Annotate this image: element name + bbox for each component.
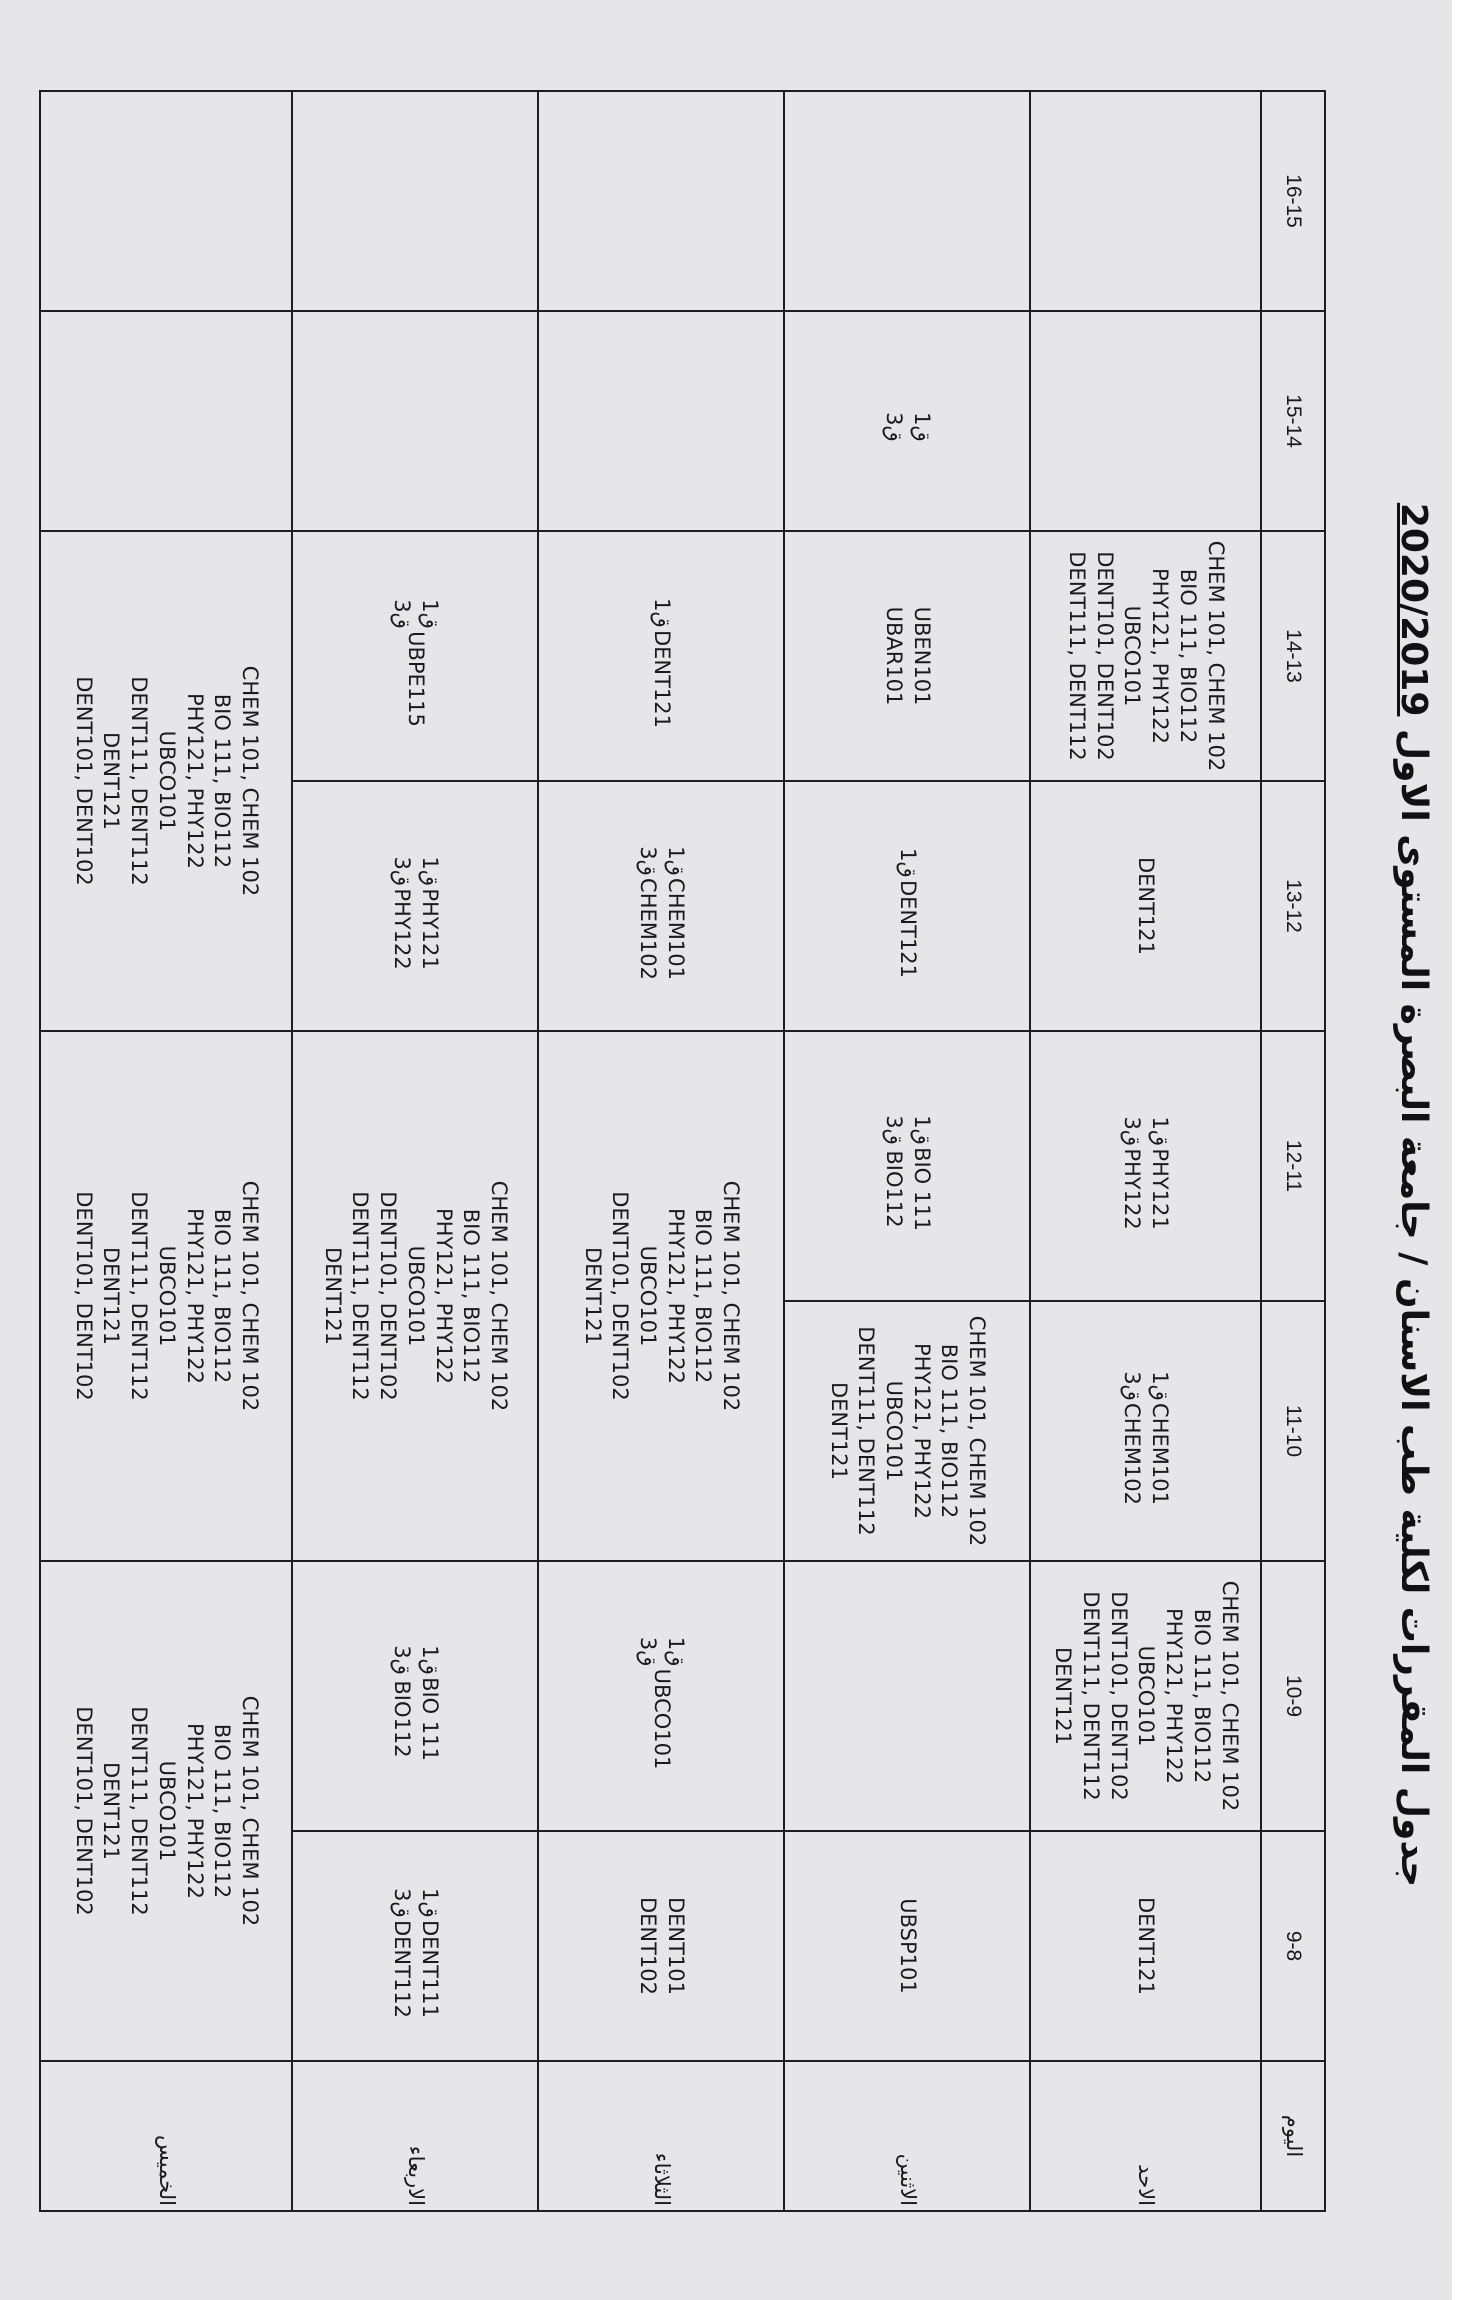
- schedule-cell: [1030, 531, 1261, 781]
- hall-label: ق1: [417, 856, 442, 887]
- schedule-cell: [40, 1561, 292, 2061]
- cell-content: [387, 1566, 442, 1826]
- course-code: UBAR101: [882, 606, 906, 706]
- course-code: UBCO101: [154, 1245, 179, 1347]
- course-code: CHEM101: [663, 878, 688, 980]
- course-code: DENT121: [99, 1761, 124, 1861]
- cell-content: [879, 536, 934, 776]
- schedule-cell: [1030, 781, 1261, 1031]
- hall-group: [879, 1113, 934, 1147]
- course-code: CHEM 101, CHEM 102: [1203, 540, 1228, 772]
- course-code: PHY121, PHY122: [182, 692, 207, 870]
- schedule-cell: [538, 781, 784, 1031]
- cell-content: [879, 316, 934, 526]
- course-code: CHEM 101, CHEM 102: [965, 1315, 990, 1547]
- course-group: [1132, 1897, 1160, 1995]
- course-code: DENT111, DENT112: [127, 1706, 152, 1916]
- day-header: اليوم: [1261, 2061, 1325, 2211]
- time-header: 9-8: [1261, 1831, 1325, 2061]
- schedule-cell: [538, 311, 784, 531]
- hall-group: [1118, 1114, 1173, 1148]
- hall-label: ق1: [417, 599, 442, 629]
- hall-label: ق1: [895, 848, 920, 878]
- time-header: 14-13: [1261, 531, 1325, 781]
- course-code: DENT102: [636, 1896, 660, 1996]
- time-header: 10-9: [1261, 1561, 1325, 1831]
- course-group: [647, 1669, 675, 1770]
- hall-group: [387, 597, 442, 631]
- hall-group: [633, 1635, 688, 1669]
- course-code: DENT111, DENT112: [1065, 551, 1090, 761]
- course-code: DENT111, DENT112: [348, 1191, 373, 1401]
- course-group: [1062, 541, 1228, 772]
- course-group: [318, 1181, 512, 1412]
- hall-group: [647, 596, 675, 630]
- course-code: CHEM 101, CHEM 102: [1217, 1580, 1242, 1812]
- course-code: PHY121, PHY122: [663, 1207, 688, 1385]
- course-code: DENT121: [895, 879, 920, 979]
- course-group: [387, 1920, 442, 2018]
- hall-label: ق3: [390, 1888, 414, 1918]
- course-code: PHY121, PHY122: [431, 1207, 456, 1385]
- hall-label: ق3: [390, 1645, 414, 1675]
- course-code: DENT121: [1134, 1896, 1159, 1996]
- schedule-cell: [1030, 1031, 1261, 1301]
- time-header: 13-12: [1261, 781, 1325, 1031]
- time-header: 15-14: [1261, 311, 1325, 531]
- course-code: PHY122: [1120, 1148, 1145, 1230]
- schedule-cell: [784, 1561, 1030, 1831]
- course-code: DENT121: [99, 1246, 124, 1346]
- schedule-cell: [784, 1831, 1030, 2061]
- time-header: 11-10: [1261, 1301, 1325, 1561]
- hall-group: [633, 844, 688, 878]
- hall-label: ق1: [417, 1888, 442, 1918]
- schedule-cell: [40, 1031, 292, 1561]
- cell-content: [879, 1036, 934, 1296]
- schedule-cell: [1030, 91, 1261, 311]
- course-code: DENT101, DENT102: [71, 1191, 96, 1401]
- schedule-cell: [292, 1031, 538, 1561]
- course-code: CHEM 101, CHEM 102: [238, 1695, 263, 1927]
- day-row: [784, 91, 1030, 2211]
- course-code: BIO 111, BIO112: [1175, 568, 1200, 744]
- schedule-cell: [292, 311, 538, 531]
- course-code: BIO 111, BIO112: [1189, 1608, 1214, 1784]
- course-code: PHY121, PHY122: [1148, 567, 1173, 745]
- hall-label: ق3: [882, 412, 906, 442]
- schedule-cell: [292, 1831, 538, 2061]
- course-group: [69, 666, 263, 897]
- schedule-cell: [784, 1301, 1030, 1561]
- cell-content: [633, 1566, 688, 1826]
- course-group: [893, 1898, 921, 1993]
- day-name: الاثنين: [784, 2061, 1030, 2211]
- course-code: UBCO101: [636, 1245, 660, 1347]
- hall-label: ق3: [1120, 1116, 1145, 1147]
- hall-group: [387, 1643, 442, 1677]
- cell-content: [633, 786, 688, 1026]
- course-group: [879, 1147, 934, 1231]
- hall-label: ق3: [636, 1636, 660, 1667]
- schedule-cell: [40, 91, 292, 311]
- schedule-cell: [1030, 1301, 1261, 1561]
- cell-content: [387, 536, 442, 776]
- course-code: DENT121: [1051, 1646, 1076, 1746]
- schedule-table: [39, 90, 1326, 2212]
- title-text: جدول المقررات لكلية طب الاسنان / جامعة البصرة المستوى الاول: [1393, 728, 1434, 1888]
- day-row: [292, 91, 538, 2211]
- course-code: UBCO101: [154, 730, 179, 832]
- course-code: BIO112: [882, 1150, 906, 1228]
- course-code: UBCO101: [1120, 605, 1145, 707]
- course-group: [578, 1181, 744, 1412]
- course-code: UBCO101: [1134, 1645, 1159, 1747]
- course-group: [69, 1696, 263, 1927]
- course-code: DENT101, DENT102: [376, 1191, 401, 1401]
- course-code: UBCO101: [403, 1245, 428, 1347]
- day-name: الاربعاء: [292, 2061, 538, 2211]
- hall-group: [387, 854, 442, 888]
- course-code: BIO 111, BIO112: [691, 1208, 716, 1384]
- course-code: CHEM 101, CHEM 102: [719, 1180, 744, 1412]
- cell-content: [647, 536, 675, 776]
- day-name: الاحد: [1030, 2061, 1261, 2211]
- schedule-cell: [1030, 311, 1261, 531]
- time-header: 16-15: [1261, 91, 1325, 311]
- course-code: DENT101: [663, 1896, 688, 1996]
- course-code: PHY121, PHY122: [182, 1207, 207, 1385]
- course-code: PHY122: [390, 888, 414, 970]
- course-code: BIO 111, BIO112: [210, 1723, 235, 1899]
- course-code: DENT121: [99, 731, 124, 831]
- course-group: [633, 1897, 688, 1995]
- course-code: PHY121, PHY122: [1162, 1607, 1187, 1785]
- course-code: DENT121: [826, 1381, 851, 1481]
- course-group: [633, 878, 688, 980]
- cell-content: [1132, 1836, 1160, 2056]
- course-code: PHY121: [1148, 1148, 1173, 1230]
- cell-content: [1118, 1036, 1173, 1296]
- course-code: CHEM 101, CHEM 102: [487, 1180, 512, 1412]
- course-code: BIO 111, BIO112: [210, 693, 235, 869]
- course-group: [824, 1316, 990, 1547]
- hall-label: ق3: [1120, 1371, 1145, 1401]
- hall-label: ق3: [390, 856, 414, 887]
- cell-content: [387, 1836, 442, 2056]
- schedule-cell: [538, 1831, 784, 2061]
- schedule-cell: [40, 311, 292, 531]
- hall-label: ق1: [909, 412, 934, 442]
- course-group: [893, 880, 921, 978]
- course-code: DENT101, DENT102: [1106, 1591, 1131, 1801]
- course-group: [1118, 1148, 1173, 1229]
- hall-label: ق1: [417, 1645, 442, 1675]
- course-code: DENT111, DENT112: [127, 1191, 152, 1401]
- course-code: UBCO101: [154, 1760, 179, 1862]
- course-code: DENT101, DENT102: [608, 1191, 633, 1401]
- course-code: CHEM102: [1120, 1403, 1145, 1505]
- cell-content: [1118, 1306, 1173, 1556]
- course-code: CHEM 101, CHEM 102: [238, 665, 263, 897]
- course-code: DENT121: [1134, 856, 1159, 956]
- hall-group: [879, 410, 934, 444]
- page-title: [1393, 40, 1434, 2280]
- schedule-cell: [538, 1561, 784, 1831]
- course-code: DENT121: [320, 1246, 345, 1346]
- schedule-cell: [538, 531, 784, 781]
- schedule-cell: [292, 781, 538, 1031]
- cell-content: [1048, 1566, 1242, 1826]
- cell-content: [633, 1836, 688, 2056]
- day-name: الخميس: [40, 2061, 292, 2211]
- header-row: [1261, 91, 1325, 2211]
- course-code: UBCO101: [882, 1380, 906, 1482]
- course-group: [1118, 1403, 1173, 1505]
- schedule-cell: [784, 91, 1030, 311]
- time-header: 12-11: [1261, 1031, 1325, 1301]
- hall-label: ق1: [663, 1636, 688, 1667]
- course-code: DENT121: [580, 1246, 605, 1346]
- course-code: DENT101, DENT102: [71, 676, 96, 886]
- cell-content: [318, 1036, 512, 1556]
- day-row: [40, 91, 292, 2211]
- cell-content: [893, 1836, 921, 2056]
- course-code: PHY121, PHY122: [182, 1722, 207, 1900]
- cell-content: [69, 536, 263, 1026]
- schedule-cell: [538, 91, 784, 311]
- hall-group: [893, 846, 921, 880]
- course-code: BIO 111, BIO112: [459, 1208, 484, 1384]
- schedule-cell: [538, 1031, 784, 1561]
- cell-content: [1062, 536, 1228, 776]
- course-code: UBSP101: [895, 1898, 920, 1994]
- schedule-cell: [1030, 1561, 1261, 1831]
- schedule-cell: [784, 531, 1030, 781]
- course-code: DENT111, DENT112: [1078, 1591, 1103, 1801]
- course-code: UBEN101: [909, 606, 934, 706]
- cell-content: [1132, 786, 1160, 1026]
- course-group: [879, 607, 934, 706]
- hall-label: ق1: [909, 1115, 934, 1145]
- cell-content: [578, 1036, 744, 1556]
- course-code: BIO112: [390, 1680, 414, 1758]
- course-code: BIO 111: [909, 1147, 934, 1231]
- day-row: [538, 91, 784, 2211]
- hall-label: ق3: [882, 1115, 906, 1145]
- cell-content: [387, 786, 442, 1026]
- day-row: [1030, 91, 1261, 2211]
- hall-label: ق1: [663, 846, 688, 876]
- course-code: PHY121, PHY122: [909, 1342, 934, 1520]
- course-code: DENT101, DENT102: [1092, 551, 1117, 761]
- course-code: CHEM102: [636, 878, 660, 980]
- course-code: DENT111, DENT112: [127, 676, 152, 886]
- course-group: [1132, 857, 1160, 955]
- course-code: UBPE115: [403, 631, 428, 727]
- schedule-cell: [784, 311, 1030, 531]
- course-code: DENT111: [417, 1919, 442, 2019]
- course-code: BIO 111, BIO112: [210, 1208, 235, 1384]
- hall-label: ق1: [1148, 1116, 1173, 1147]
- hall-label: ق1: [1148, 1371, 1173, 1401]
- schedule-cell: [292, 531, 538, 781]
- course-group: [401, 631, 429, 727]
- schedule-cell: [784, 1031, 1030, 1301]
- cell-content: [893, 786, 921, 1026]
- course-code: UBCO101: [649, 1668, 674, 1770]
- course-code: BIO 111, BIO112: [937, 1343, 962, 1519]
- course-group: [387, 888, 442, 969]
- day-name: الثلاثاء: [538, 2061, 784, 2211]
- cell-content: [69, 1566, 263, 2056]
- course-code: CHEM 101, CHEM 102: [238, 1180, 263, 1412]
- schedule-cell: [1030, 1831, 1261, 2061]
- course-code: DENT111, DENT112: [854, 1326, 879, 1536]
- schedule-cell: [40, 531, 292, 1031]
- hall-group: [1118, 1369, 1173, 1403]
- course-code: CHEM101: [1148, 1403, 1173, 1505]
- cell-content: [69, 1036, 263, 1556]
- schedule-cell: [292, 91, 538, 311]
- course-code: BIO 111: [417, 1677, 442, 1761]
- schedule-cell: [784, 781, 1030, 1031]
- hall-label: ق1: [649, 598, 674, 628]
- hall-group: [387, 1886, 442, 1920]
- academic-year: 2020/2019: [1393, 502, 1434, 717]
- hall-label: ق3: [636, 846, 660, 876]
- course-code: DENT112: [390, 1919, 414, 2019]
- course-group: [1048, 1581, 1242, 1812]
- hall-label: ق3: [390, 599, 414, 629]
- course-code: DENT121: [649, 629, 674, 729]
- course-group: [387, 1677, 442, 1761]
- course-code: DENT101, DENT102: [71, 1706, 96, 1916]
- course-code: PHY121: [417, 888, 442, 970]
- schedule-cell: [292, 1561, 538, 1831]
- cell-content: [824, 1306, 990, 1556]
- course-group: [69, 1181, 263, 1412]
- course-group: [647, 630, 675, 728]
